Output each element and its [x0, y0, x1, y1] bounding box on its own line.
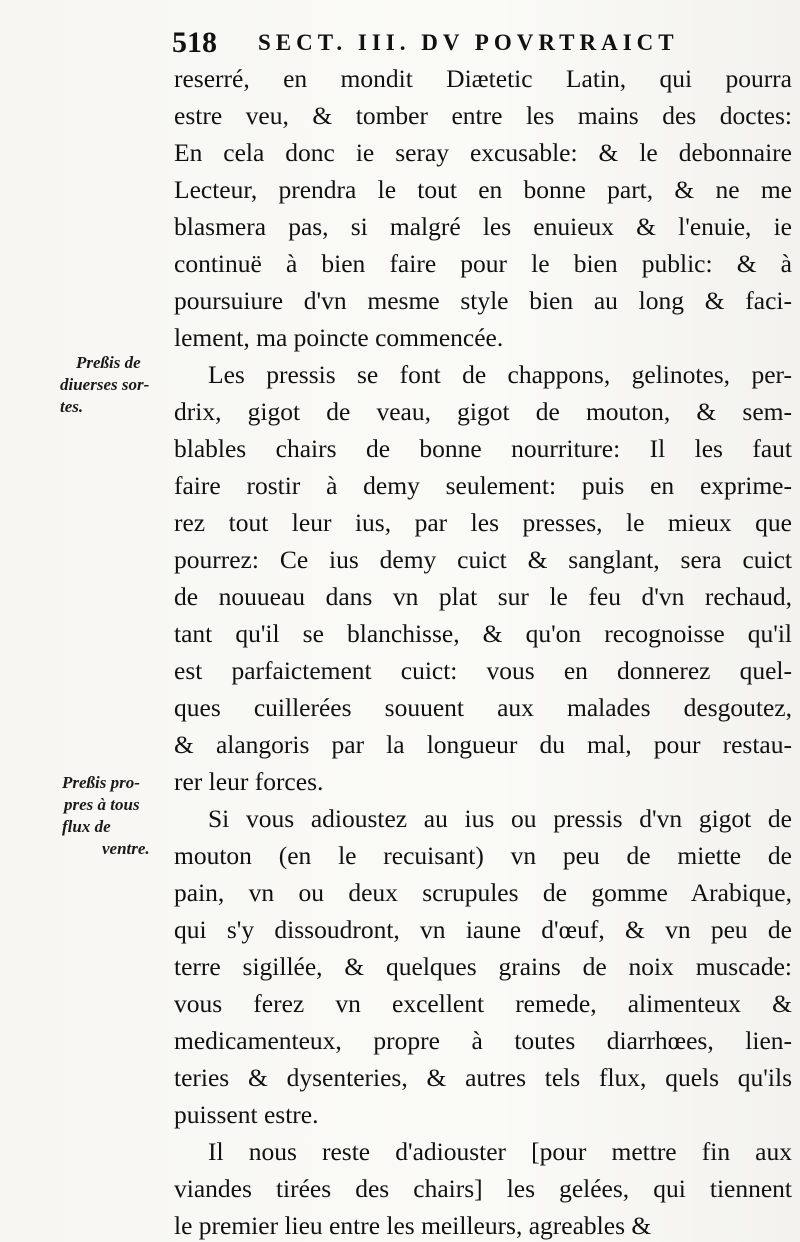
page-number: 518	[172, 26, 217, 59]
text-line: poursuiure d'vn mesme style bien au long & faci-	[174, 286, 792, 315]
margin-note-line: Preßis pro-	[62, 773, 140, 792]
margin-note-pressis-diverses	[60, 352, 170, 418]
text-line: blables chairs de bonne nourriture: Il les faut	[174, 434, 792, 463]
text-line: pourrez: Ce ius demy cuict & sanglant, sera cuict	[174, 545, 792, 574]
text-line: blasmera pas, si malgré les enuieux & l'enuie, ie	[174, 212, 792, 241]
body-text	[174, 60, 792, 1242]
margin-note-line: flux de	[62, 817, 111, 836]
text-line: lement, ma poincte commencée.	[174, 323, 504, 352]
text-line: teries & dysenteries, & autres tels flux, quels qu'ils	[174, 1063, 792, 1092]
text-line: rer leur forces.	[174, 767, 324, 796]
text-line: Lecteur, prendra le tout en bonne part, & ne me	[174, 175, 792, 204]
text-line: reserré, en mondit Diætetic Latin, qui pourra	[174, 64, 792, 93]
text-line: de nouueau dans vn plat sur le feu d'vn rechaud,	[174, 582, 792, 611]
running-title: SECT. III. DV POVRTRAICT	[258, 30, 679, 55]
margin-note-line: pres à tous	[64, 795, 140, 814]
text-line: vous ferez vn excellent remede, alimenteux &	[174, 989, 792, 1018]
text-line: En cela donc ie seray excusable: & le debonnaire	[174, 138, 792, 167]
text-line: ques cuillerées souuent aux malades desgoutez,	[174, 693, 792, 722]
text-line: Il nous reste d'adiouster [pour mettre fin aux	[208, 1137, 792, 1166]
margin-note-line: diuerses sor-	[60, 375, 150, 394]
text-line: medicamenteux, propre à toutes diarrhœes, lien-	[174, 1026, 792, 1055]
text-line: & alangoris par la longueur du mal, pour restau-	[174, 730, 792, 759]
paragraph	[174, 1133, 792, 1242]
margin-note-line: tes.	[60, 397, 84, 416]
text-line: qui s'y dissoudront, vn iaune d'œuf, & vn peu de	[174, 915, 792, 944]
text-line: pain, vn ou deux scrupules de gomme Arabique,	[174, 878, 792, 907]
text-line: terre sigillée, & quelques grains de noix muscade:	[174, 952, 792, 981]
text-line: puissent estre.	[174, 1100, 319, 1129]
text-line: mouton (en le recuisant) vn peu de miette de	[174, 841, 792, 870]
paragraph	[174, 356, 792, 800]
margin-note-line: ventre.	[102, 839, 150, 858]
text-line: rez tout leur ius, par les presses, le mieux que	[174, 508, 792, 537]
text-line: le premier lieu entre les meilleurs, agreables &	[174, 1211, 652, 1240]
text-line: viandes tirées des chairs] les gelées, qui tiennent	[174, 1174, 792, 1203]
text-line: drix, gigot de veau, gigot de mouton, & sem-	[174, 397, 792, 426]
text-line: tant qu'il se blanchisse, & qu'on recognoisse qu'il	[174, 619, 792, 648]
page-header	[172, 20, 792, 64]
text-line: est parfaictement cuict: vous en donnerez quel-	[174, 656, 792, 685]
paragraph	[174, 60, 792, 356]
text-line: faire rostir à demy seulement: puis en exprime-	[174, 471, 792, 500]
margin-note-pressis-flux	[62, 772, 174, 860]
text-line: estre veu, & tomber entre les mains des doctes:	[174, 101, 792, 130]
text-line: Si vous adioustez au ius ou pressis d'vn gigot de	[208, 804, 792, 833]
text-line: Les pressis se font de chappons, gelinotes, per-	[208, 360, 792, 389]
paragraph	[174, 800, 792, 1133]
margin-note-line: Preßis de	[76, 353, 141, 372]
text-line: continuë à bien faire pour le bien public: & à	[174, 249, 792, 278]
